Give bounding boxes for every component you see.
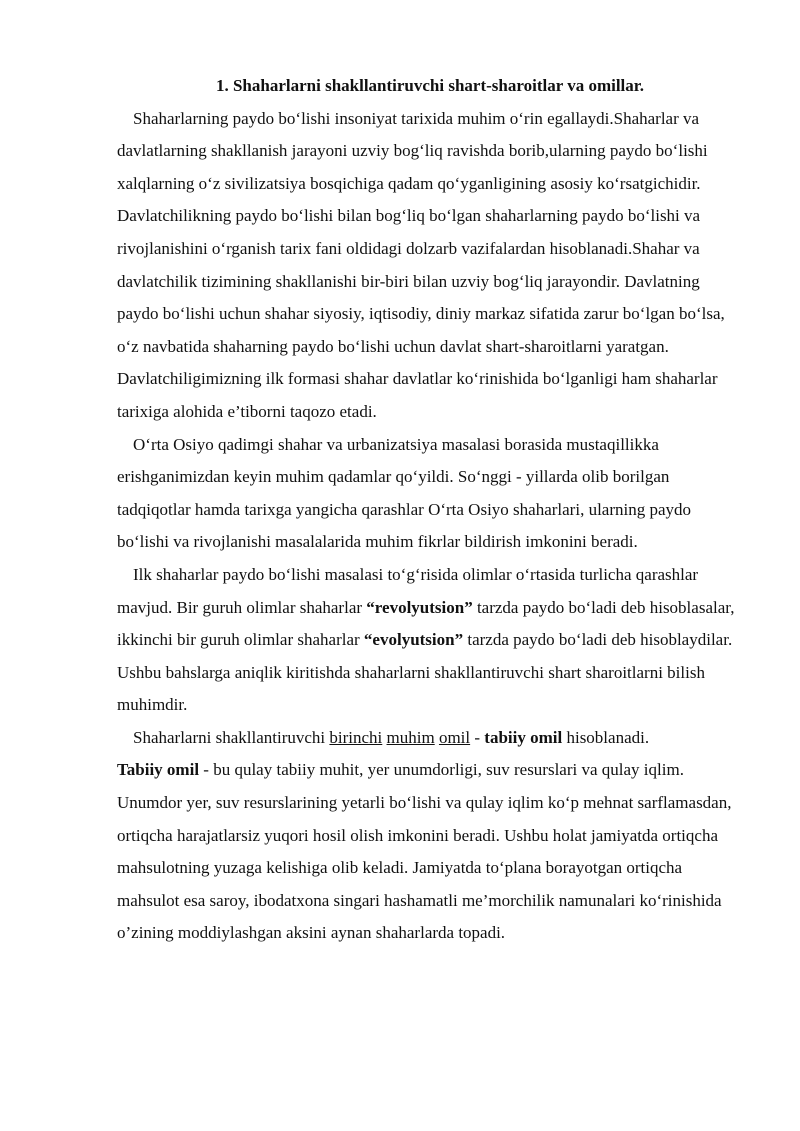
paragraph-3-text-d: tarzda paydo bo‘ladi deb hisoblaydilar. Ushbu bahslarga aniqlik kiritishda shaharlarni shakllantiruvchi shart sharoitlarni bilish muhimdir.	[117, 630, 733, 715]
paragraph-3	[117, 559, 743, 722]
paragraph-2: O‘rta Osiyo qadimgi shahar va urbanizatsiya masalasi borasida mustaqillikka erishganimizdan keyin muhim qadamlar qo‘yildi. So‘nggi - yillarda olib borilgan tadqiqotlar hamda tarixga yangicha qarashlar O‘rta Osiyo shaharlari, ularning paydo bo‘lishi va rivojlanishi masalalarida muhim fikrlar bildirish imkonini beradi.	[117, 434, 692, 552]
paragraph-1: Shaharlarning paydo bo‘lishi insoniyat tarixida muhim o‘rin egallaydi.Shaharlar va davlatlarning shakllanish jarayoni uzviy bog‘liq ravishda borib,ularning paydo bo‘lishi xalqlarning o‘z sivilizatsiya bosqichiga qadam qo‘yganligining asosiy ko‘rsatgichidir. Davlatchilikning paydo bo‘lishi bilan bog‘liq bo‘lgan shaharlarning paydo bo‘lishi va rivojlanishini o‘rganish tarix fani oldidagi dolzarb vazifalardan hisoblanadi.Shahar va davlatchilik tizimining shakllanishi bir-biri bilan uzviy bog‘liq jarayondir. Davlatning paydo bo‘lishi uchun shahar siyosiy, iqtisodiy, diniy markaz sifatida zarur bo‘lgan bo‘lsa, o‘z navbatida shaharning paydo bo‘lishi uchun davlat shart-sharoitlarni yaratgan. Davlatchiligimizning ilk formasi shahar davlatlar ko‘rinishida bo‘lganligi ham shaharlar tarixiga alohida e’tiborni taqozo etadi.	[117, 108, 725, 421]
document-page	[117, 70, 743, 950]
underlined-birinchi: birinchi	[329, 727, 383, 747]
term-tabiiy-omil-definition: Tabiiy omil	[117, 760, 200, 780]
underlined-omil: omil	[438, 727, 471, 747]
term-evolyutsion: “evolyutsion”	[363, 630, 464, 650]
paragraph-5	[117, 754, 743, 950]
paragraph-4-text-a: Shaharlarni shakllantiruvchi	[133, 727, 330, 747]
paragraph-4-text-c: hisoblanadi.	[562, 727, 650, 747]
paragraph-5-text: - bu qulay tabiiy muhit, yer unumdorligi, suv resurslari va qulay iqlim. Unumdor yer, suv resurslarining yetarli bo‘lishi va qulay iqlim ko‘p mehnat sarflamasdan, ortiqcha harajatlarsiz yuqori hosil olish imkonini beradi. Ushbu holat jamiyatda ortiqcha mahsulotning yuzaga kelishiga olib keladi. Jamiyatda to‘plana borayotgan ortiqcha mahsulot esa saroy, ibodatxona singari hashamatli me’morchilik namunalari ko‘rinishida o’zining moddiylashgan aksini aynan shaharlarda topadi.	[117, 760, 732, 943]
term-tabiiy-omil: tabiiy omil	[484, 727, 563, 747]
paragraph-3-text-a: Ilk shaharlar paydo bo‘lishi masalasi to‘g‘risida olimlar o‘rtasida turlicha qarashlar mavjud. Bir guruh olimlar shaharlar	[117, 564, 699, 617]
term-revolyutsion: “revolyutsion”	[366, 597, 473, 617]
section-heading: 1. Shaharlarni shakllantiruvchi shart-sharoitlar va omillar.	[215, 76, 645, 95]
underlined-muhim: muhim	[386, 727, 435, 747]
paragraph-3-text-c: tarzda paydo bo‘ladi deb hisoblasalar, ikkinchi bir guruh olimlar shaharlar	[117, 597, 735, 650]
paragraph-4-dash: -	[470, 727, 485, 747]
paragraph-4	[117, 722, 743, 755]
